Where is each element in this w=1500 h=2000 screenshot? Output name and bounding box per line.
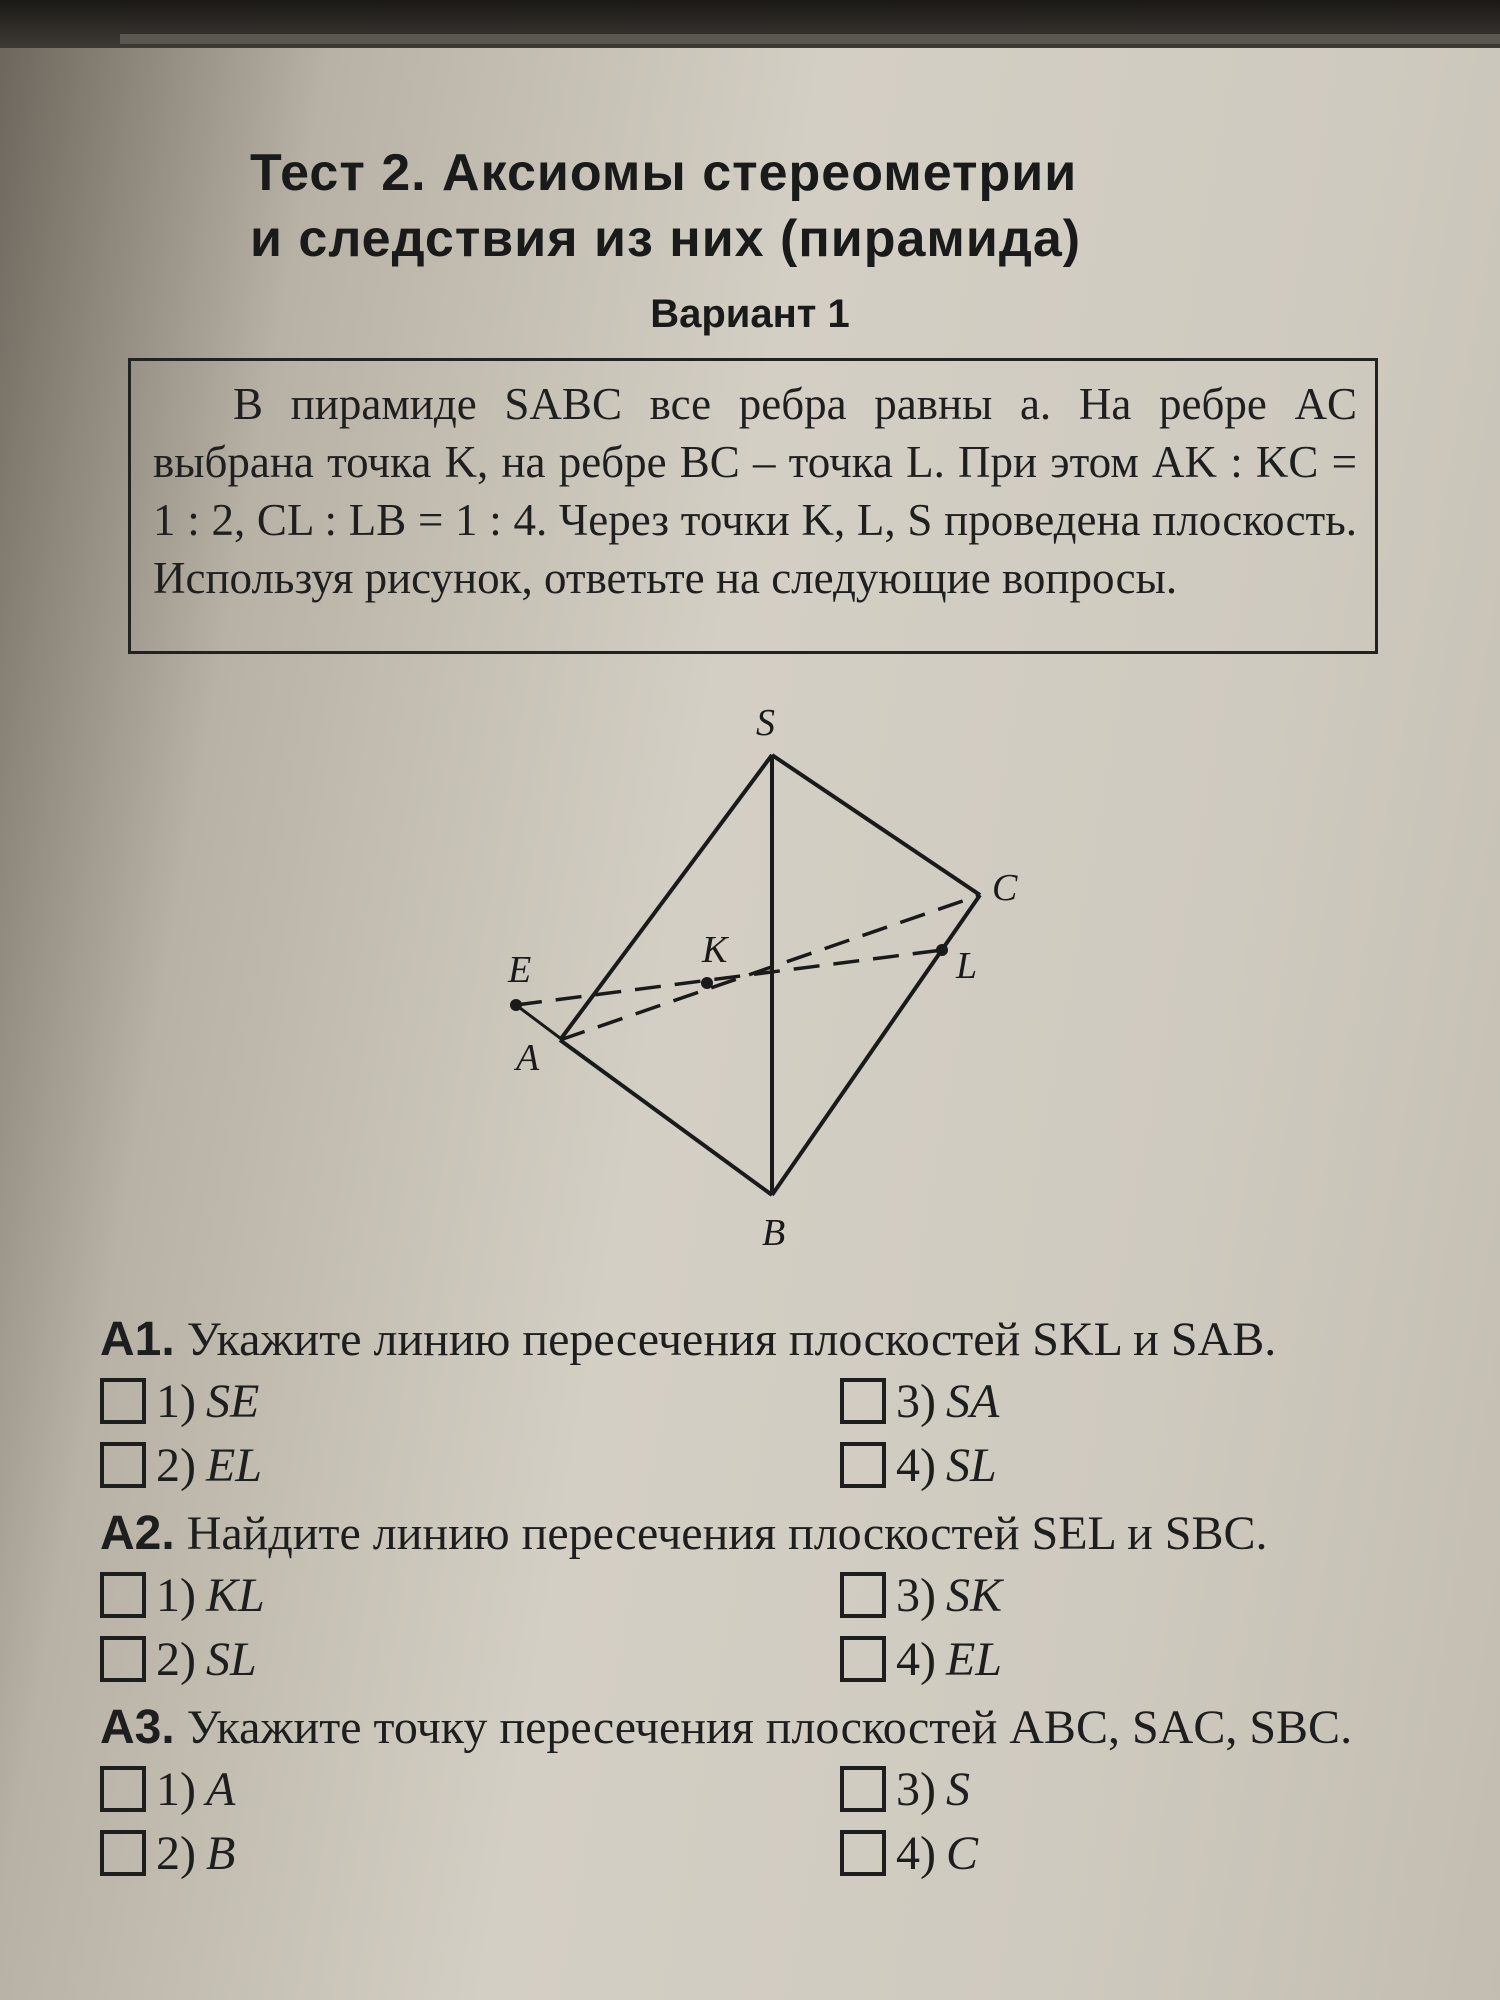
option-value: B: [205, 1826, 236, 1880]
option-value: SE: [205, 1374, 260, 1428]
title-line-2: и следствия из них (пирамида): [250, 210, 1082, 268]
option-value: S: [945, 1762, 970, 1816]
option-number: 3): [896, 1568, 936, 1622]
option-number: 2): [156, 1826, 196, 1880]
answer-option[interactable]: [100, 1822, 840, 1884]
option-number: 1): [156, 1374, 196, 1428]
answer-checkbox[interactable]: [840, 1442, 886, 1488]
label-S: S: [756, 702, 775, 744]
option-value: SL: [205, 1632, 257, 1686]
question-a1-title: [100, 1310, 1440, 1370]
answer-checkbox[interactable]: [840, 1766, 886, 1812]
option-number: 2): [156, 1438, 196, 1492]
question-number: A1.: [100, 1313, 175, 1366]
option-number: 4): [896, 1826, 936, 1880]
option-value: A: [205, 1762, 236, 1816]
question-a2-title: [100, 1504, 1440, 1564]
option-value: EL: [205, 1438, 262, 1492]
answer-checkbox[interactable]: [100, 1378, 146, 1424]
point-E: [510, 999, 522, 1011]
question-text: Найдите линию пересечения плоскостей SEL и SBC.: [186, 1507, 1268, 1560]
answer-checkbox[interactable]: [100, 1636, 146, 1682]
question-a1-options: [100, 1370, 1440, 1496]
answer-option[interactable]: [100, 1628, 840, 1690]
answer-option[interactable]: [840, 1758, 1440, 1820]
edge-BC: [772, 895, 980, 1195]
answer-checkbox[interactable]: [840, 1830, 886, 1876]
question-a2-options: [100, 1564, 1440, 1690]
option-value: C: [945, 1826, 978, 1880]
label-B: B: [762, 1212, 786, 1254]
question-text: Укажите линию пересечения плоскостей SKL и SAB.: [186, 1313, 1277, 1366]
answer-checkbox[interactable]: [840, 1378, 886, 1424]
answer-option[interactable]: [100, 1370, 840, 1432]
answer-option[interactable]: [840, 1434, 1440, 1496]
option-number: 1): [156, 1762, 196, 1816]
label-C: C: [992, 867, 1018, 909]
answer-checkbox[interactable]: [840, 1572, 886, 1618]
question-a3: [100, 1698, 1440, 1884]
variant-heading: Вариант 1: [650, 292, 850, 336]
option-number: 2): [156, 1632, 196, 1686]
answer-checkbox[interactable]: [840, 1636, 886, 1682]
answer-checkbox[interactable]: [100, 1830, 146, 1876]
option-value: SK: [945, 1568, 1002, 1622]
answer-checkbox[interactable]: [100, 1442, 146, 1488]
answer-option[interactable]: [840, 1628, 1440, 1690]
label-E: E: [508, 949, 532, 991]
option-number: 3): [896, 1374, 936, 1428]
answer-option[interactable]: [840, 1370, 1440, 1432]
question-a3-title: [100, 1698, 1440, 1758]
option-number: 4): [896, 1632, 936, 1686]
option-value: EL: [945, 1632, 1002, 1686]
label-L: L: [956, 945, 978, 987]
point-K: [701, 977, 713, 989]
answer-checkbox[interactable]: [100, 1572, 146, 1618]
question-a2: [100, 1504, 1440, 1690]
edge-EA: [516, 1005, 560, 1038]
point-L: [936, 944, 948, 956]
question-number: A3.: [100, 1701, 175, 1754]
edge-SA: [560, 755, 772, 1040]
answer-checkbox[interactable]: [100, 1766, 146, 1812]
label-K: K: [702, 929, 728, 971]
edge-SC: [772, 755, 980, 895]
task-statement-text: В пирамиде SABC все ребра равны a. На ребре AC выбрана точка K, на ребре BC – точка L. При этом AK : KC = 1 : 2, CL : LB = 1 : 4. Через точки K, L, S проведена плоскость. Используя рисунок, ответьте на следующие вопросы.: [153, 379, 1357, 603]
option-value: KL: [205, 1568, 265, 1622]
question-number: A2.: [100, 1507, 175, 1560]
question-a1: [100, 1310, 1440, 1496]
title-line-1: Тест 2. Аксиомы стереометрии: [250, 144, 1078, 202]
question-a3-options: [100, 1758, 1440, 1884]
task-statement-box: [128, 358, 1378, 654]
option-value: SA: [945, 1374, 1000, 1428]
option-number: 1): [156, 1568, 196, 1622]
line-EL-hidden: [516, 950, 942, 1005]
questions-list: [100, 1310, 1440, 1892]
page-top-line: [120, 34, 1500, 44]
answer-option[interactable]: [100, 1758, 840, 1820]
option-number: 4): [896, 1438, 936, 1492]
question-text: Укажите точку пересечения плоскостей ABC, SAC, SBC.: [186, 1701, 1353, 1754]
label-A: A: [516, 1037, 540, 1079]
answer-option[interactable]: [840, 1564, 1440, 1626]
answer-option[interactable]: [100, 1564, 840, 1626]
page-title: [250, 140, 1250, 272]
option-value: SL: [945, 1438, 997, 1492]
answer-option[interactable]: [100, 1434, 840, 1496]
pyramid-figure: [480, 700, 1040, 1260]
answer-option[interactable]: [840, 1822, 1440, 1884]
option-number: 3): [896, 1762, 936, 1816]
edge-AB: [560, 1040, 772, 1195]
